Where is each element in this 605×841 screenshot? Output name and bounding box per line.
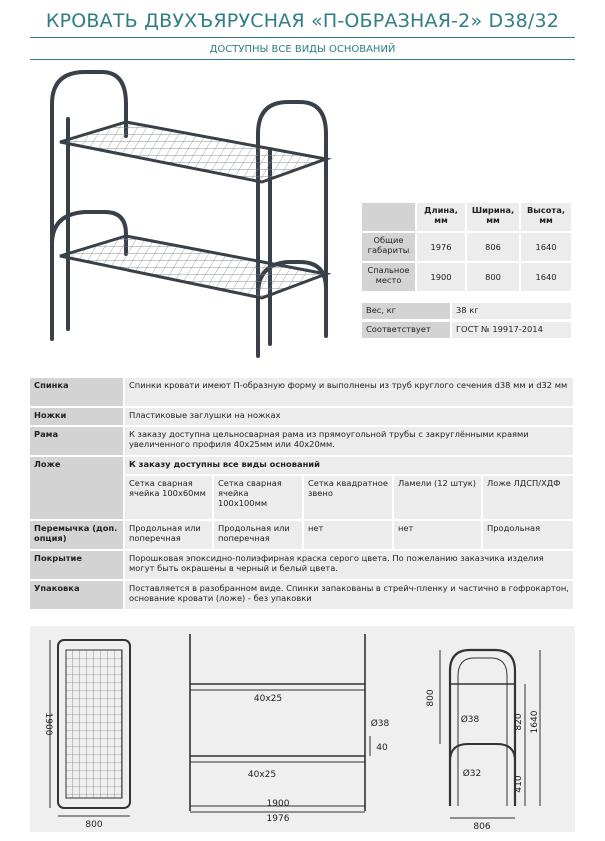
- lozhe-option: Сетка сварная ячейка 100х100мм: [214, 476, 302, 519]
- peremychka-value: нет: [394, 521, 481, 549]
- technical-drawings: [30, 626, 575, 832]
- dimensions-cell: 806: [467, 233, 519, 261]
- dimensions-row-label: Общие габариты: [362, 233, 415, 261]
- spec-label-peremychka: Перемычка (доп. опция): [30, 521, 123, 549]
- end-view-tube-lower: Ø32: [462, 769, 482, 779]
- spec-value-rama: К заказу доступна цельносварная рама из прямоугольной трубы с закруглёнными краями увеличенного профиля 40х25мм или 40х20мм.: [125, 427, 573, 455]
- top-view-width: 800: [85, 820, 103, 830]
- spec-label-nozhki: Ножки: [30, 408, 123, 425]
- page-subtitle: ДОСТУПНЫ ВСЕ ВИДЫ ОСНОВАНИЙ: [209, 44, 396, 55]
- spec-label-pokrytie: Покрытие: [30, 551, 123, 579]
- peremychka-value: нет: [304, 521, 392, 549]
- side-view-overall-length: 1976: [266, 814, 290, 824]
- end-view-width: 806: [473, 822, 491, 832]
- page-title: КРОВАТЬ ДВУХЪЯРУСНАЯ «П-ОБРАЗНАЯ-2» D38/32: [45, 10, 560, 32]
- weight-label: Вес, кг: [362, 303, 450, 319]
- end-view-lower-height: 410: [514, 775, 524, 793]
- lozhe-option: Сетка квадратное звено: [304, 476, 392, 519]
- peremychka-value: Продольная или поперечная: [214, 521, 302, 549]
- top-view-mesh: [66, 650, 122, 798]
- standard-value: ГОСТ № 19917-2014: [452, 322, 571, 338]
- dimensions-cell: 1900: [417, 263, 465, 291]
- end-view-overall-height: 1640: [530, 710, 540, 734]
- drawings-svg: [30, 626, 575, 832]
- side-view-tube: Ø38: [370, 719, 390, 729]
- spec-label-upakovka: Упаковка: [30, 581, 123, 609]
- end-view-upper-height: 820: [514, 713, 524, 731]
- lozhe-option: Ламели (12 штук): [394, 476, 481, 519]
- dimensions-row-label: Спальное место: [362, 263, 415, 291]
- side-view-frame-upper: 40x25: [253, 694, 283, 704]
- dimensions-cell: 1640: [521, 233, 571, 261]
- spec-value-spinka: Спинки кровати имеют П-образную форму и выполнены из труб круглого сечения d38 мм и d32 мм: [125, 378, 573, 406]
- standard-label: Соответствует: [362, 322, 450, 338]
- end-view-tube-upper: Ø38: [460, 715, 480, 725]
- dimensions-table-corner: [362, 203, 415, 231]
- side-view-inner-length: 1900: [266, 799, 290, 809]
- spec-label-lozhe: Ложе: [30, 457, 123, 519]
- dimensions-cell: 800: [467, 263, 519, 291]
- dimensions-cell: 1976: [417, 233, 465, 261]
- end-view-tier-gap: 800: [426, 689, 436, 707]
- spec-label-spinka: Спинка: [30, 378, 123, 406]
- subtitle-divider: [30, 59, 575, 60]
- dimensions-header-height: Высота, мм: [521, 203, 571, 231]
- spec-label-rama: Рама: [30, 427, 123, 455]
- spec-lozhe-header: К заказу доступны все виды оснований: [125, 457, 573, 474]
- bunk-bed-image: [30, 64, 350, 372]
- spec-value-upakovka: Поставляется в разобранном виде. Спинки запакованы в стрейч-пленку и частично в гофрокартон, основание кровати (ложе) - без упаковки: [125, 581, 573, 609]
- title-divider: [30, 37, 575, 38]
- peremychka-value: Продольная или поперечная: [125, 521, 212, 549]
- peremychka-value: Продольная: [483, 521, 573, 549]
- weight-value: 38 кг: [452, 303, 571, 319]
- dimensions-cell: 1640: [521, 263, 571, 291]
- top-view-length: 1900: [43, 712, 53, 736]
- spec-value-pokrytie: Порошковая эпоксидно-полиэфирная краска серого цвета. По пожеланию заказчика изделия могут быть окрашены в черный и белый цвета.: [125, 551, 573, 579]
- lozhe-option: Сетка сварная ячейка 100х60мм: [125, 476, 212, 519]
- spec-value-nozhki: Пластиковые заглушки на ножках: [125, 408, 573, 425]
- side-view-gap: 40: [376, 743, 388, 753]
- dimensions-header-width: Ширина, мм: [467, 203, 519, 231]
- dimensions-header-length: Длина, мм: [417, 203, 465, 231]
- lozhe-option: Ложе ЛДСП/ХДФ: [483, 476, 573, 519]
- side-view-frame-lower: 40x25: [247, 770, 277, 780]
